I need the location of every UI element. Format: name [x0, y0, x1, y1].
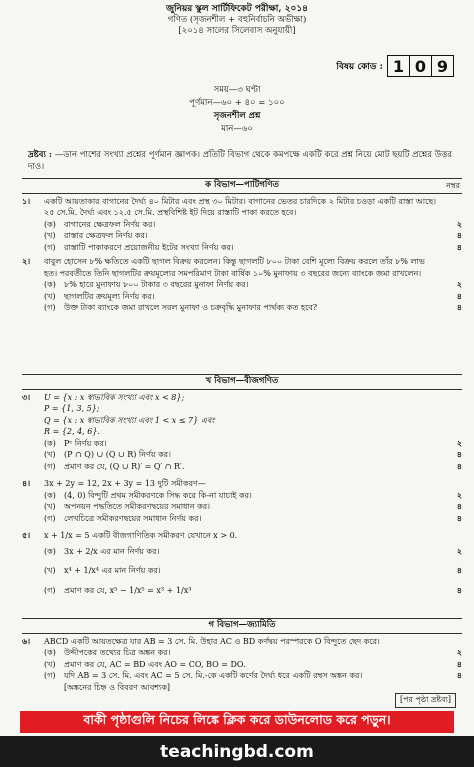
- part-text: বাগানের ক্ষেত্রফল নির্ণয় কর।: [64, 219, 156, 229]
- part-mark: ৪: [456, 658, 462, 669]
- part-mark: ৪: [456, 670, 462, 680]
- question-part: [44, 242, 462, 254]
- section-ga: [22, 616, 462, 693]
- part-text: লেখচিত্রে সমীকরণদ্বয়ের সমাধান নির্ণয় কর।: [64, 513, 202, 523]
- part-text: Pᶜ নির্ণয় কর।: [64, 438, 107, 448]
- question-part: [44, 490, 462, 502]
- exam-time: সময়—৩ ঘণ্টা: [213, 85, 261, 95]
- part-label: (গ): [44, 513, 56, 523]
- part-label: (ক): [44, 546, 56, 556]
- question-stem: 3x + 2y = 12, 2x + 3y = 13 দুটি সমীকরণ—: [44, 479, 206, 488]
- question-part: [44, 565, 462, 577]
- part-text: রাস্তাটি পাকাকরণে প্রয়োজনীয় ইটের সংখ্যা নির্ণয় কর।: [64, 242, 234, 252]
- subject-code: [336, 55, 454, 77]
- part-label: (ক): [44, 219, 56, 229]
- section-heading: সৃজনশীল প্রশ্ন: [213, 111, 261, 121]
- question-part: [44, 670, 462, 682]
- exam-syllabus: [২০১৪ সালের সিলেবাস অনুযায়ী]: [178, 26, 296, 36]
- part-label: (খ): [44, 659, 56, 669]
- question-part: [44, 513, 462, 525]
- question-part: [44, 291, 462, 303]
- question-1: [22, 196, 462, 254]
- question-part: [44, 461, 462, 473]
- part-mark: ৪: [456, 584, 462, 595]
- continue-note: [পর পৃষ্ঠা দ্রষ্টব্য]: [395, 693, 456, 708]
- marks-header: নম্বর: [446, 181, 460, 190]
- question-part: [44, 585, 462, 597]
- part-mark: ৪: [456, 460, 462, 471]
- part-text: রাস্তার ক্ষেত্রফল নির্ণয় কর।: [64, 231, 148, 240]
- part-text: প্রমাণ কর যে, AC = BD এবং AO = CO, BO = DO.: [64, 659, 246, 669]
- instruction-label: দ্রষ্টব্য :: [28, 150, 53, 160]
- part-label: (ক): [44, 648, 56, 657]
- exam-subject: গণিত (সৃজনশীল + বহুনির্বাচনি অভীক্ষা): [167, 15, 307, 25]
- section-marks: মান—৬০: [221, 124, 253, 134]
- question-part: [44, 279, 462, 291]
- exam-meta: [0, 84, 474, 136]
- section-ka-title: ক বিভাগ—পাটিগণিত: [22, 178, 462, 194]
- part-mark: ৪: [456, 565, 462, 575]
- question-5: [22, 530, 462, 596]
- part-label: (খ): [44, 291, 56, 301]
- question-part: [44, 659, 462, 671]
- part-mark: ৪: [456, 449, 462, 459]
- part-label: (গ): [44, 671, 56, 680]
- set-definition: Q = {x : x স্বাভাবিক সংখ্যা এবং 1 < x ≤ 7} এবং: [44, 415, 215, 425]
- part-label: (ক): [44, 280, 56, 289]
- exam-full-marks: পূর্ণমান—৬০ + ৪০ = ১০০: [189, 98, 285, 108]
- question-stem: x + 1/x = 5 একটি বীজগাণিতিক সমীকরণ যেখানে x > 0.: [44, 531, 238, 540]
- set-definition: P = {1, 3, 5};: [44, 404, 100, 413]
- part-mark: ২: [456, 437, 462, 448]
- part-text: (P ∩ Q) ∪ (Q ∪ R) নির্ণয় কর।: [64, 450, 171, 459]
- part-mark: ৪: [456, 290, 462, 301]
- question-part: [44, 230, 462, 242]
- part-label: (খ): [44, 231, 56, 240]
- question-part: [44, 302, 462, 314]
- part-label: (খ): [44, 450, 56, 459]
- question-4: [22, 478, 462, 524]
- question-number: ৩।: [22, 391, 31, 402]
- section-ka: [22, 176, 462, 314]
- part-label: (ক): [44, 490, 56, 500]
- set-definition: U = {x : x স্বাভাবিক সংখ্যা এবং x < 8};: [44, 392, 185, 402]
- question-number: ৫।: [22, 530, 31, 540]
- question-number: ১।: [22, 195, 31, 206]
- part-label: (গ): [44, 585, 56, 595]
- instruction-text: —ডান পাশের সংখ্যা প্রশ্নের পূর্ণমান জ্ঞাপক। প্রতিটি বিভাগ থেকে কমপক্ষে একটি করে প্রশ্ন নিয়ে মোট ছয়টি প্রশ্নের উত্তর দাও।: [28, 150, 453, 172]
- question-3: [22, 392, 462, 473]
- part-mark: ২: [456, 218, 462, 229]
- question-number: ৪।: [22, 478, 31, 488]
- part-text: উদ্দীপকের তথ্যের চিত্র অঙ্কন কর।: [64, 648, 171, 657]
- instruction: [28, 149, 460, 173]
- part-text: x⁴ + 1/x⁴ এর মান নির্ণয় কর।: [64, 566, 161, 575]
- part-text: অপনয়ন পদ্ধতিতে সমীকরণদ্বয়ের সমাধান কর।: [64, 502, 211, 511]
- code-digit: 0: [409, 56, 431, 76]
- question-number: ৬।: [22, 635, 31, 646]
- question-part: [44, 438, 462, 450]
- question-part: [44, 449, 462, 461]
- question-stem: ABCD একটি আয়তক্ষেত্র যার AB = 3 সে. মি. উহার AC ও BD কর্ণদ্বয় পরস্পরকে O বিন্দুতে ছেদ করে।: [44, 636, 380, 646]
- question-6: [22, 636, 462, 694]
- part-label: (গ): [44, 461, 56, 471]
- part-mark: ৪: [456, 501, 462, 511]
- part-text: (4, 0) বিন্দুটি প্রথম সমীকরণকে সিদ্ধ করে কি-না যাচাই কর।: [64, 490, 252, 500]
- exam-title: জুনিয়র স্কুল সার্টিফিকেট পরীক্ষা, ২০১৪: [165, 4, 309, 14]
- code-digit: 1: [392, 56, 405, 76]
- part-mark: ৪: [456, 512, 462, 523]
- question-part: [44, 501, 462, 513]
- part-label: (খ): [44, 502, 56, 511]
- part-text: 3x + 2/x এর মান নির্ণয় কর।: [64, 546, 160, 556]
- site-link[interactable]: teachingbd.com: [0, 736, 474, 767]
- part-text: ছাগলটির ক্রয়মূল্য নির্ণয় কর।: [64, 291, 155, 301]
- exam-header: [0, 4, 474, 37]
- download-banner[interactable]: বাকী পৃষ্ঠাগুলি নিচের লিঙ্কে ক্লিক করে ডাউনলোড করে পড়ুন।: [20, 711, 454, 733]
- part-mark: ২: [456, 545, 462, 556]
- part-mark: ৪: [456, 230, 462, 240]
- section-kha-title: খ বিভাগ—বীজগণিত: [22, 374, 462, 390]
- part-text: প্রমাণ কর যে, (Q ∪ R)′ = Q′ ∩ R′.: [64, 461, 185, 471]
- subject-code-label: বিষয় কোড :: [336, 61, 383, 72]
- part-mark: ২: [456, 647, 462, 657]
- part-text: ৮% হারে মুনাফায় ৮০০ টাকার ৩ বছরের মুনাফা নির্ণয় কর।: [64, 280, 249, 289]
- question-part: [44, 219, 462, 231]
- part-label: (গ): [44, 303, 56, 312]
- part-text: যদি AB = 3 সে. মি. এবং AC = 5 সে. মি.-কে একটি কর্ণের দৈর্ঘ্য ধরে একটি রম্বস অঙ্কন কর।: [64, 671, 363, 680]
- question-part: [44, 647, 462, 659]
- part-label: (খ): [44, 566, 56, 575]
- part-mark: ২: [456, 279, 462, 289]
- question-stem: একটি আয়তাকার বাগানের দৈর্ঘ্য ৪০ মিটার এবং প্রস্থ ৩০ মিটার। বাগানের ভেতর চারদিকে ২ মিটার চওড়া একটি রাস্তা আছে। ২৫ সে.মি. দৈর্ঘ্য এবং ১২.৫ সে.মি. প্রস্থবিশিষ্ট ইট দিয়ে রাস্তাটি পাকা করতে হবে।: [44, 196, 437, 217]
- section-kha: [22, 372, 462, 596]
- part-text: উক্ত টাকা ব্যাংকে জমা রাখলে সরল মুনাফা ও চক্রবৃদ্ধি মুনাফার পার্থক্য কত হবে?: [64, 303, 318, 312]
- set-definition: R = {2, 4, 6}.: [44, 427, 100, 436]
- question-stem: বাবুল হোসেন ৮% ক্ষতিতে একটি ছাগল বিক্রয় করলেন। কিন্তু ছাগলটি ৮০০ টাকা বেশি মূল্যে বিক্রয় করলে তাঁর ৮% লাভ হত। পরবর্তীতে তিনি ছাগলটির ক্রয়মূল্যের সমপরিমাণ টাকা বার্ষিক ১০% মুনাফায় ৩ বছরের জন্যে ব্যাংকে জমা রাখলেন।: [44, 257, 425, 278]
- question-note: [অঙ্কনের চিহ্ন ও বিবরণ আবশ্যক]: [64, 682, 171, 692]
- question-number: ২।: [22, 256, 31, 266]
- subject-code-box: [387, 55, 454, 77]
- section-ga-title: গ বিভাগ—জ্যামিতি: [22, 618, 462, 634]
- question-2: [22, 256, 462, 314]
- question-part: [44, 546, 462, 558]
- part-label: (গ): [44, 242, 56, 252]
- part-text: প্রমাণ কর যে, x⁵ − 1/x⁵ = x³ + 1/x³: [64, 585, 192, 595]
- part-mark: ২: [456, 489, 462, 500]
- code-digit: 9: [431, 56, 453, 76]
- part-mark: ৪: [456, 302, 462, 312]
- part-label: (ক): [44, 438, 56, 448]
- part-mark: ৪: [456, 241, 462, 252]
